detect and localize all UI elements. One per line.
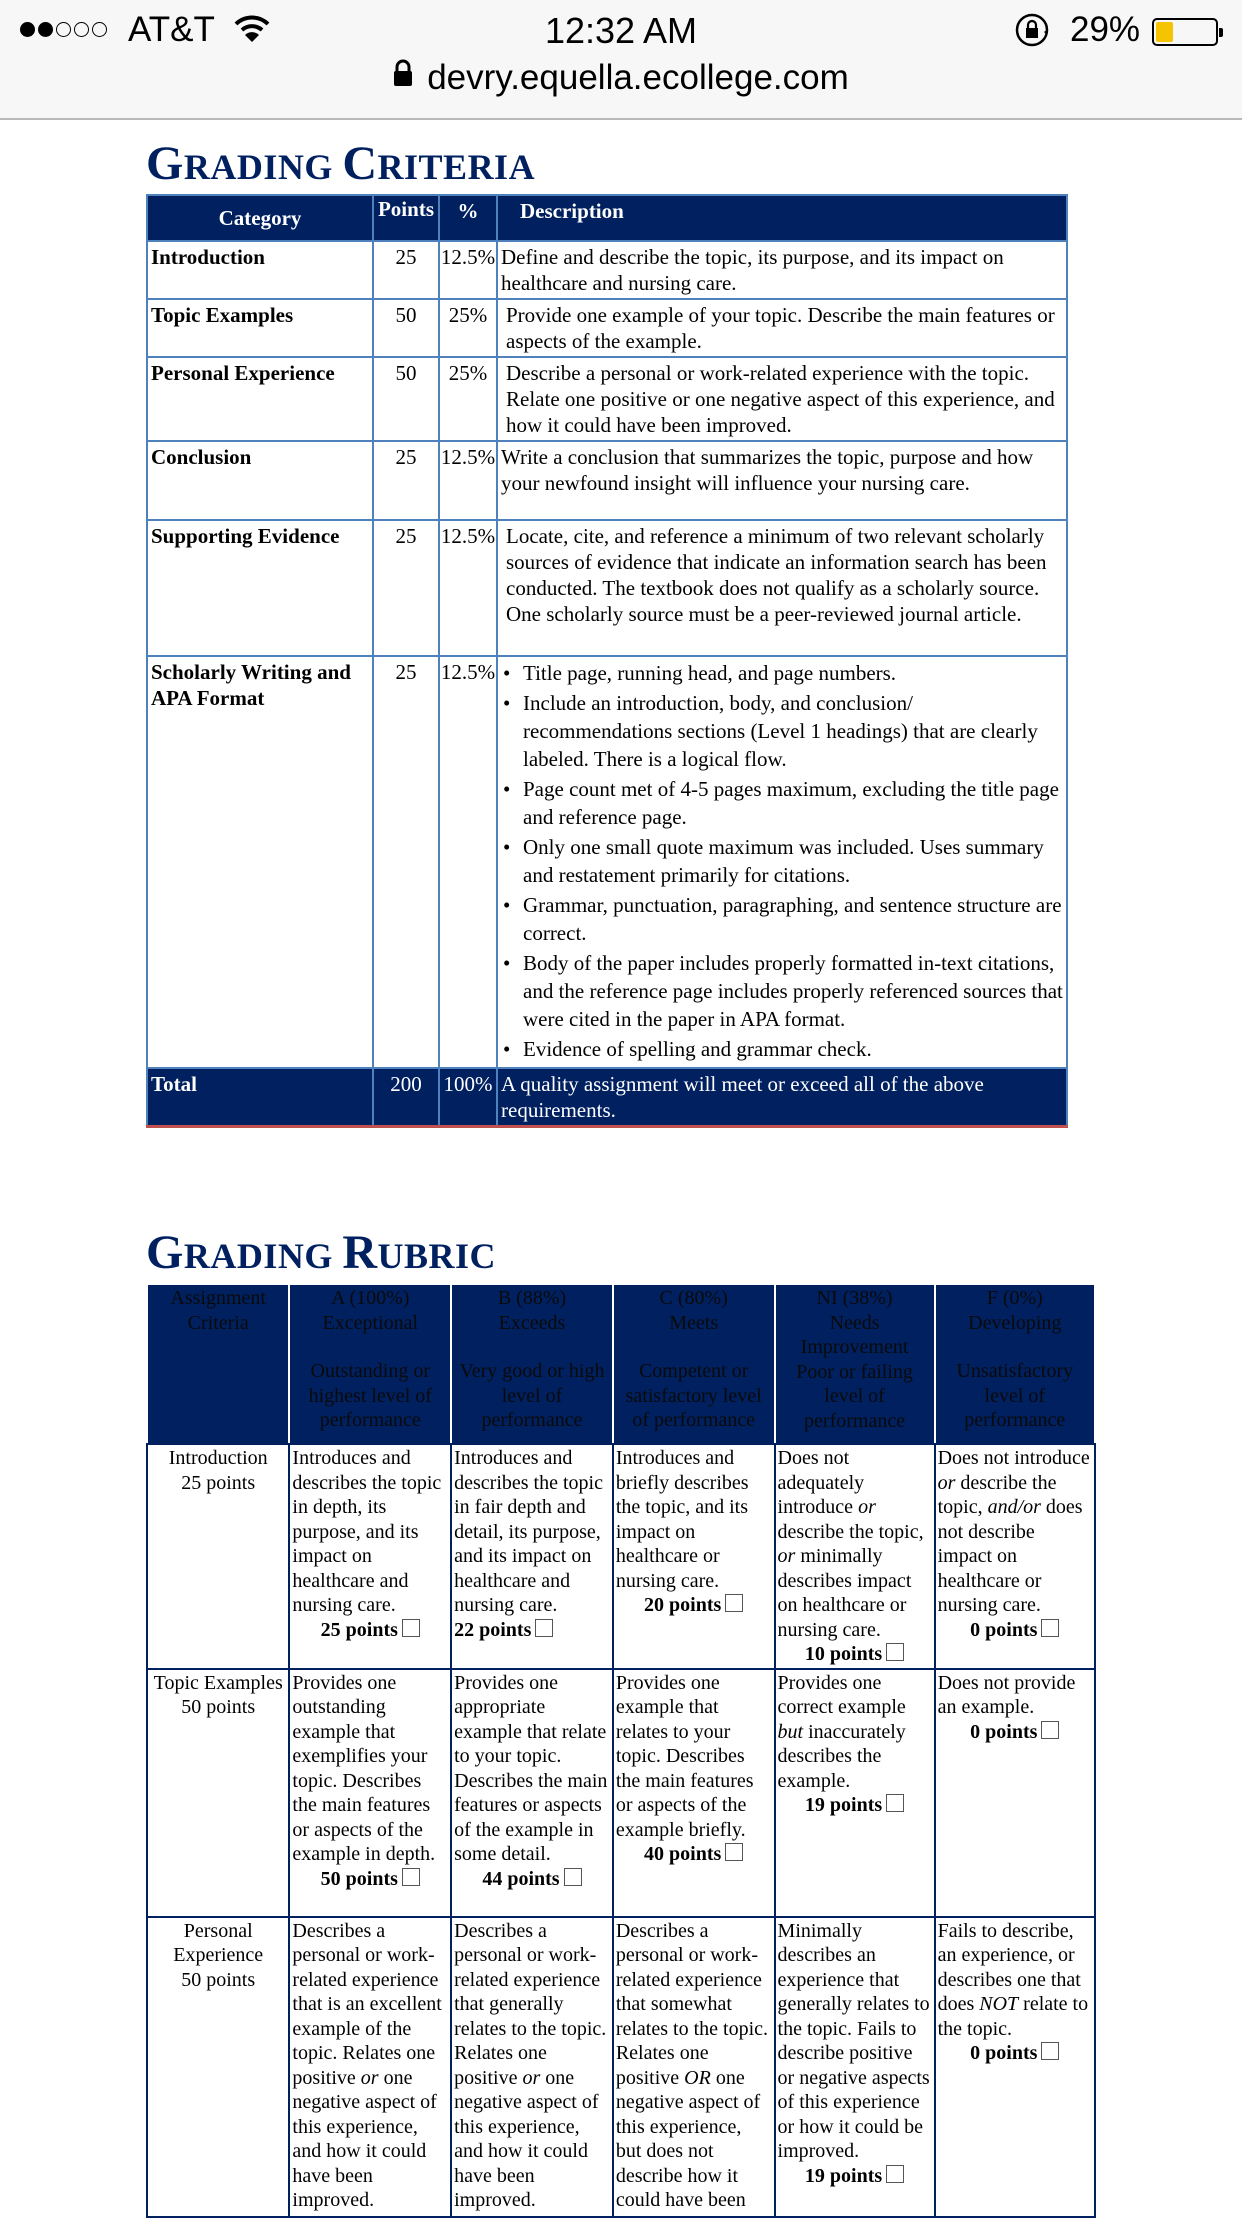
points-option[interactable]: 20 points: [616, 1593, 772, 1618]
total-percent: 100%: [439, 1068, 497, 1127]
clock: 12:32 AM: [544, 10, 698, 51]
rubric-cell: Describes a personal or work-related experience that is an excellent example of the topic. Relates one positive or one negative aspect of this experience, and how it could have been improved.: [289, 1917, 451, 2217]
checkbox[interactable]: [402, 1868, 420, 1886]
checkbox[interactable]: [402, 1619, 420, 1637]
list-item: • Include an introduction, body, and conclusion/ recommendations sections (Level 1 headings) that are clearly labeled. There is a logical flow.: [501, 689, 1063, 773]
table-row: [147, 656, 1067, 1068]
col-grade-b: B (88%) Exceeds Very good or high level of performance: [451, 1284, 613, 1444]
checkbox[interactable]: [1041, 1619, 1059, 1637]
list-item: • Title page, running head, and page numbers.: [501, 659, 1063, 687]
grading-rubric-table: [146, 1283, 1096, 2218]
points-option[interactable]: 25 points: [292, 1618, 448, 1643]
table-row: [147, 441, 1067, 520]
total-row: [147, 1068, 1067, 1127]
checkbox[interactable]: [725, 1594, 743, 1612]
checkbox[interactable]: [564, 1868, 582, 1886]
rubric-row-introduction: [147, 1444, 1095, 1669]
percent-cell: 12.5%: [439, 241, 497, 299]
checkbox[interactable]: [886, 1794, 904, 1812]
list-item: • Grammar, punctuation, paragraphing, and sentence structure are correct.: [501, 891, 1063, 947]
rubric-cell: Describes a personal or work-related experience that somewhat relates to the topic. Relates one positive OR one negative aspect of this experience, but does not describe how it could have been: [613, 1917, 775, 2217]
rubric-cell: Provides one outstanding example that exemplifies your topic. Describes the main features or aspects of the example in depth. 50 points: [289, 1669, 451, 1917]
lock-icon: [393, 56, 413, 96]
grading-rubric-heading: GRADING RUBRIC: [146, 1226, 497, 1279]
table-row: [147, 357, 1067, 441]
rubric-cell: Provides one appropriate example that relate to your topic. Describes the main features or aspects of the example in some detail. 44 points: [451, 1669, 613, 1917]
points-cell: 25: [373, 656, 439, 1068]
ios-status-bar: [0, 0, 1242, 120]
rubric-cell: Fails to describe, an experience, or describes one that does NOT relate to the topic. 0 points: [935, 1917, 1095, 2217]
rubric-cell: Describes a personal or work-related experience that generally relates to the topic. Relates one positive or one negative aspect of this experience, and how it could have been improved.: [451, 1917, 613, 2217]
category-cell: Conclusion: [147, 441, 373, 520]
rubric-cell: Does not introduce or describe the topic, and/or does not describe impact on healthcare or nursing care. 0 points: [935, 1444, 1095, 1669]
list-item: • Only one small quote maximum was included. Uses summary and restatement primarily for citations.: [501, 833, 1063, 889]
description-cell: Provide one example of your topic. Describe the main features or aspects of the example.: [497, 299, 1067, 357]
category-cell: Personal Experience: [147, 357, 373, 441]
points-option[interactable]: 0 points: [938, 2041, 1092, 2066]
col-grade-c: C (80%) Meets Competent or satisfactory level of performance: [613, 1284, 775, 1444]
list-item: • Evidence of spelling and grammar check.: [501, 1035, 1063, 1063]
rubric-cell: Provides one correct example but inaccurately describes the example. 19 points: [775, 1669, 935, 1917]
checkbox[interactable]: [886, 1643, 904, 1661]
checkbox[interactable]: [1041, 2042, 1059, 2060]
checkbox[interactable]: [725, 1843, 743, 1861]
description-cell: Locate, cite, and reference a minimum of two relevant scholarly sources of evidence that indicate an information search has been conducted. The textbook does not qualify as a scholarly source. One scholarly source must be a peer-reviewed journal article.: [497, 520, 1067, 656]
rubric-cell: Provides one example that relates to your topic. Describes the main features or aspects of the example briefly. 40 points: [613, 1669, 775, 1917]
list-item: • Body of the paper includes properly formatted in-text citations, and the reference page includes properly referenced sources that were cited in the paper in APA format.: [501, 949, 1063, 1033]
col-assignment-criteria: Assignment Criteria: [147, 1284, 289, 1444]
battery-icon: [1152, 18, 1218, 46]
carrier-name: AT&T: [128, 10, 215, 49]
checkbox[interactable]: [886, 2165, 904, 2183]
rubric-cell: Introduces and briefly describes the topic, and its impact on healthcare or nursing care. 20 points: [613, 1444, 775, 1669]
points-cell: 50: [373, 357, 439, 441]
points-option[interactable]: 10 points: [778, 1642, 932, 1667]
category-cell: Topic Examples: [147, 299, 373, 357]
table-row: [147, 241, 1067, 299]
points-option[interactable]: 19 points: [778, 1793, 932, 1818]
description-cell: [497, 656, 1067, 1068]
rubric-row-personal-experience: [147, 1917, 1095, 2217]
points-option[interactable]: 40 points: [616, 1842, 772, 1867]
col-grade-a: A (100%) Exceptional Outstanding or highest level of performance: [289, 1284, 451, 1444]
rubric-cell: Does not provide an example. 0 points: [935, 1669, 1095, 1917]
percent-cell: 25%: [439, 357, 497, 441]
checkbox[interactable]: [535, 1619, 553, 1637]
rubric-cell: Does not adequately introduce or describe the topic, or minimally describes impact on healthcare or nursing care. 10 points: [775, 1444, 935, 1669]
points-cell: 25: [373, 441, 439, 520]
url-text: devry.equella.ecollege.com: [427, 58, 849, 97]
percent-cell: 12.5%: [439, 441, 497, 520]
rubric-header-row: [147, 1284, 1095, 1444]
points-cell: 50: [373, 299, 439, 357]
criterion-cell: Topic Examples 50 points: [147, 1669, 289, 1917]
points-cell: 25: [373, 241, 439, 299]
description-cell: Describe a personal or work-related experience with the topic. Relate one positive or one negative aspect of this experience, and how it could have been improved.: [497, 357, 1067, 441]
points-cell: 25: [373, 520, 439, 656]
col-description: Description: [497, 195, 1067, 241]
total-points: 200: [373, 1068, 439, 1127]
total-description: A quality assignment will meet or exceed all of the above requirements.: [497, 1068, 1067, 1127]
rubric-cell: Minimally describes an experience that generally relates to the topic. Fails to describe positive or negative aspects of this experience or how it could be improved. 19 points: [775, 1917, 935, 2217]
table-row: [147, 520, 1067, 656]
list-item: • Page count met of 4-5 pages maximum, excluding the title page and reference page.: [501, 775, 1063, 831]
points-option[interactable]: 19 points: [778, 2164, 932, 2189]
points-option[interactable]: 0 points: [938, 1618, 1092, 1643]
points-option[interactable]: 0 points: [938, 1720, 1092, 1745]
checkbox[interactable]: [1041, 1721, 1059, 1739]
points-option[interactable]: 22 points: [454, 1618, 610, 1643]
col-points: Points: [373, 195, 439, 241]
battery-percent: 29%: [1070, 10, 1141, 49]
table-row: [147, 299, 1067, 357]
rotation-lock-icon: [1014, 12, 1050, 53]
rubric-cell: Introduces and describes the topic in depth, its purpose, and its impact on healthcare and nursing care. 25 points: [289, 1444, 451, 1669]
percent-cell: 25%: [439, 299, 497, 357]
requirements-list: [501, 659, 1063, 1063]
address-bar[interactable]: [0, 58, 1242, 100]
description-cell: Write a conclusion that summarizes the topic, purpose and how your newfound insight will influence your nursing care.: [497, 441, 1067, 520]
col-category: Category: [147, 195, 373, 241]
table-header-row: [147, 195, 1067, 241]
percent-cell: 12.5%: [439, 520, 497, 656]
points-option[interactable]: 44 points: [454, 1867, 610, 1892]
rubric-row-topic-examples: [147, 1669, 1095, 1917]
col-percent: %: [439, 195, 497, 241]
description-cell: Define and describe the topic, its purpose, and its impact on healthcare and nursing care.: [497, 241, 1067, 299]
criterion-cell: Personal Experience 50 points: [147, 1917, 289, 2217]
category-cell: Introduction: [147, 241, 373, 299]
category-cell: Supporting Evidence: [147, 520, 373, 656]
rubric-cell: Introduces and describes the topic in fair depth and detail, its purpose, and its impact on healthcare and nursing care. 22 points: [451, 1444, 613, 1669]
points-option[interactable]: 50 points: [292, 1867, 448, 1892]
col-grade-f: F (0%) Developing Unsatisfactory level of performance: [935, 1284, 1095, 1444]
col-grade-ni: NI (38%) Needs Improvement Poor or failing level of performance: [775, 1284, 935, 1444]
grading-criteria-heading: GRADING CRITERIA: [146, 137, 536, 190]
category-cell: Scholarly Writing and APA Format: [147, 656, 373, 1068]
percent-cell: 12.5%: [439, 656, 497, 1068]
criterion-cell: Introduction 25 points: [147, 1444, 289, 1669]
grading-criteria-table: [146, 194, 1068, 1128]
total-label: Total: [147, 1068, 373, 1127]
